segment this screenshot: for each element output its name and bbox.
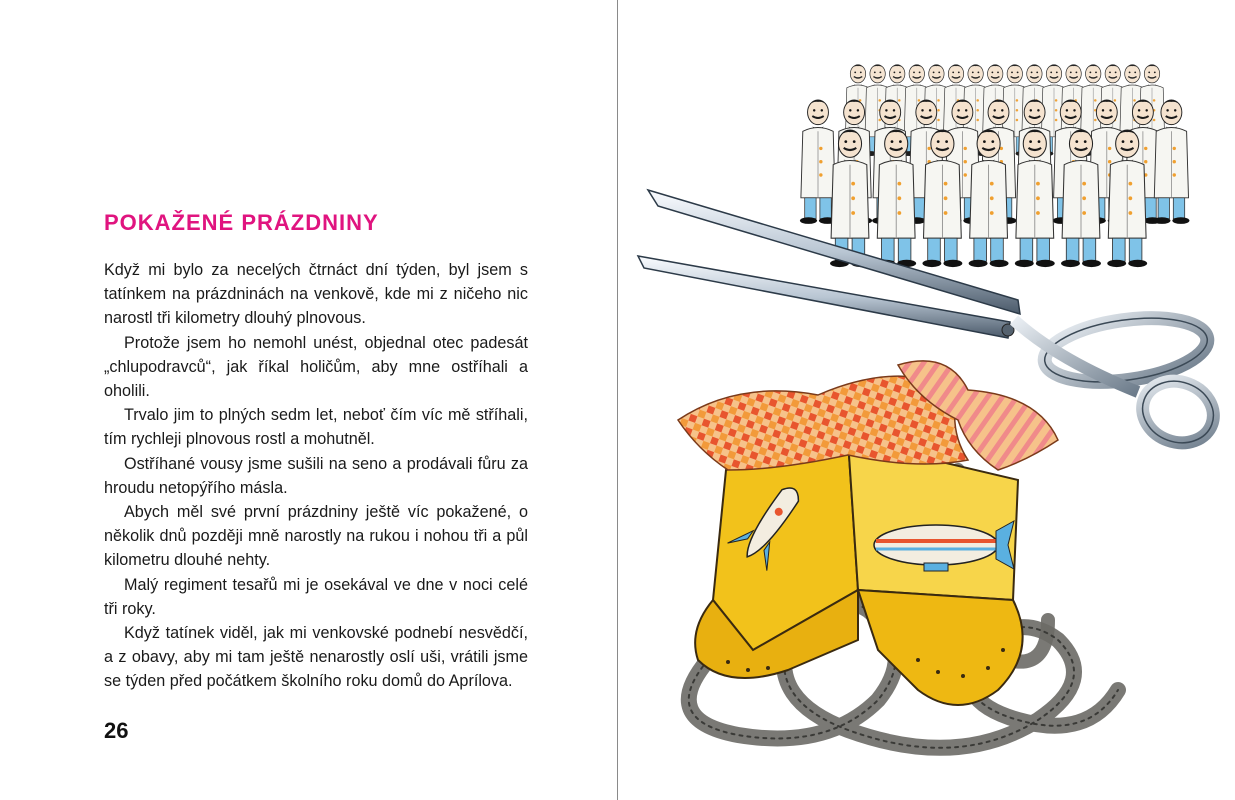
barbers-crowd bbox=[800, 65, 1189, 267]
paragraph-6: Malý regiment tesařů mi je osekával ve dne v noci celé tři roky. bbox=[104, 575, 528, 618]
paragraph-7: Když tatínek viděl, jak mi venkovské podnebí nesvědčí, a z obavy, aby mi tam ještě nenarostly oslí uši, vrátili jsme se týden před počátkem školního roku domů do Aprílova. bbox=[104, 624, 528, 691]
chapter-body bbox=[104, 258, 528, 694]
paragraph-5: Abych měl své první prázdniny ještě víc pokažené, o několik dnů později mně narostly na rukou i nohou tři a půl kilometru dlouhé nehty. bbox=[104, 503, 528, 570]
paragraph-2: Protože jsem ho nemohl unést, objednal otec padesát „chlupodravců“, jak říkal holičům, aby mne ostříhali a oholili. bbox=[104, 333, 528, 401]
right-page bbox=[618, 0, 1235, 800]
paragraph-4: Ostříhané vousy jsme sušili na seno a prodávali fůru za hroudu netopýřího másla. bbox=[104, 454, 528, 497]
hat-illustration bbox=[678, 361, 1058, 705]
paragraph-3: Trvalo jim to plných sedm let, neboť čím víc mě stříhali, tím rychleji plnovous rostl a mohutněl. bbox=[104, 406, 528, 449]
left-page bbox=[0, 0, 617, 800]
page-number: 26 bbox=[104, 718, 129, 743]
illustration-icon bbox=[618, 0, 1235, 800]
chapter-title: POKAŽENÉ PRÁZDNINY bbox=[104, 210, 379, 235]
paragraph-1: Když mi bylo za necelých čtrnáct dní týden, byl jsem s tatínkem na prázdninách na venkově, kde mi z ničeho nic narostl tři kilometry dlouhý plnovous. bbox=[104, 261, 528, 328]
